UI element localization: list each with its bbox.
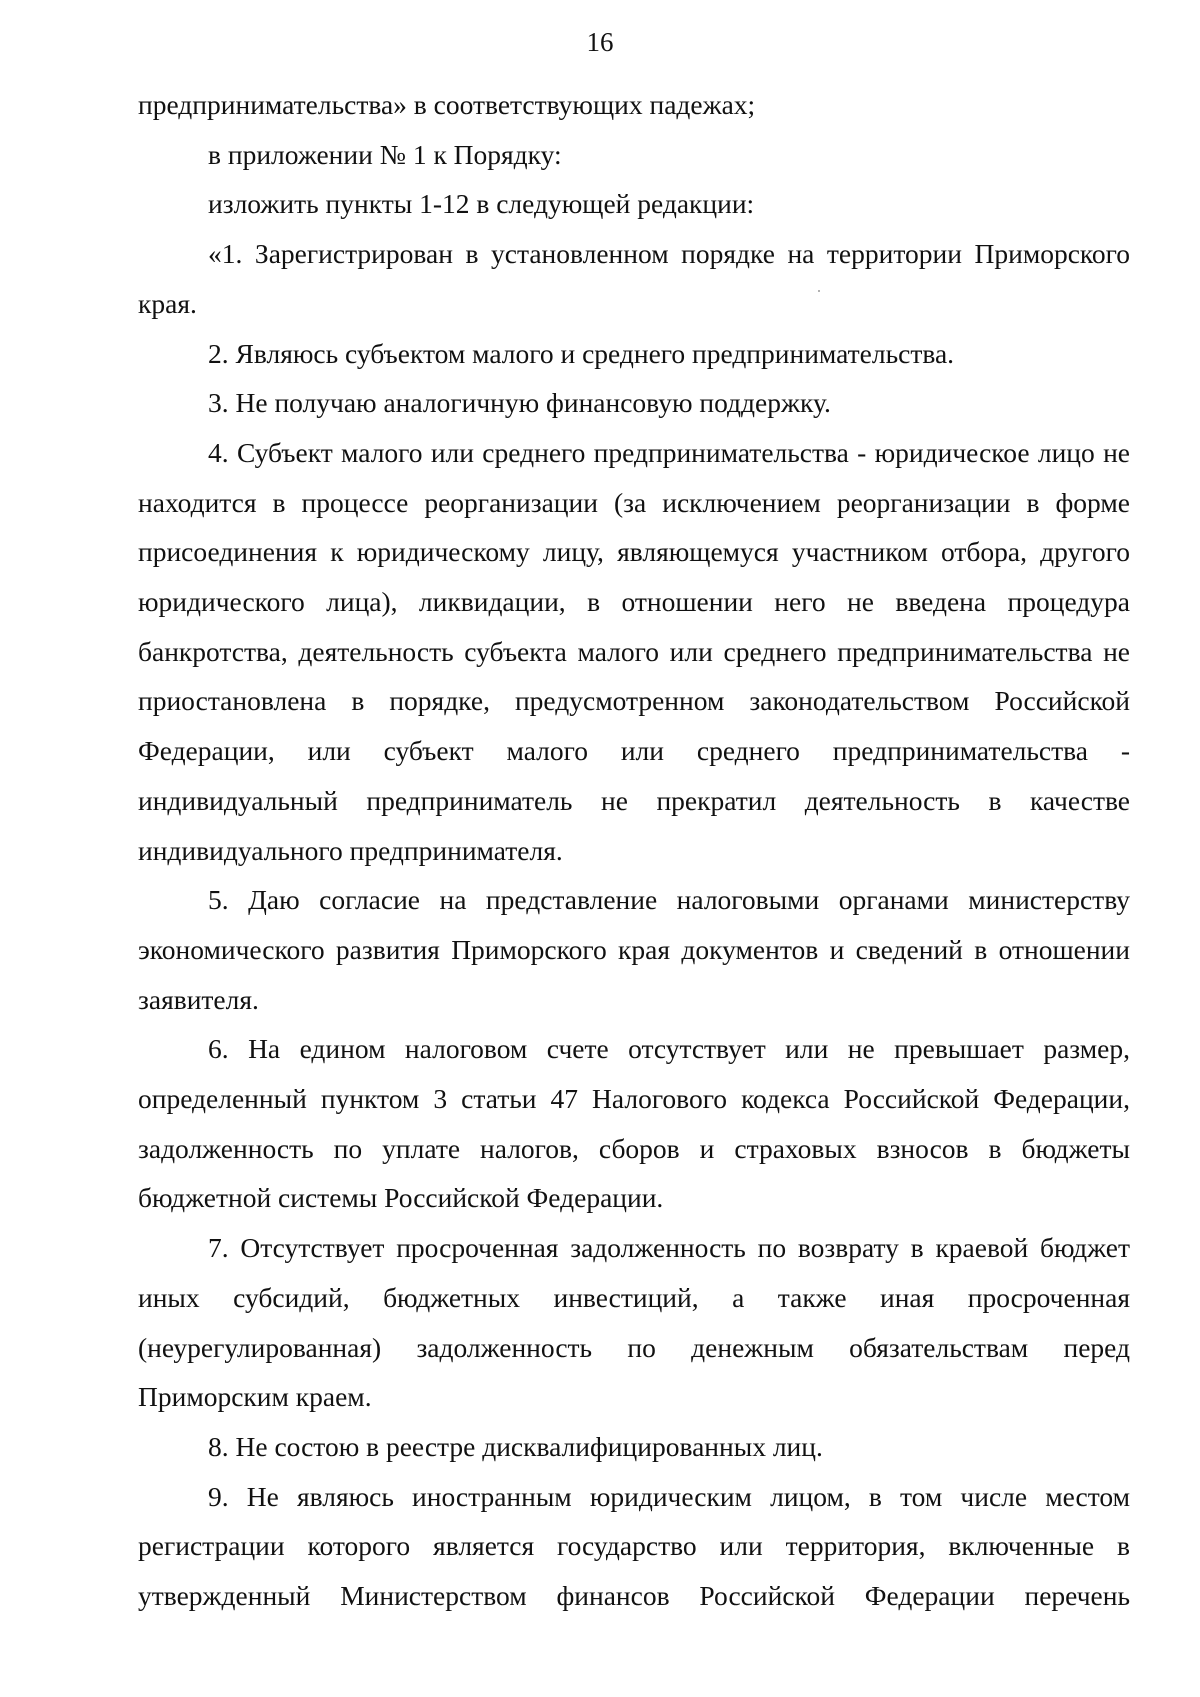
paragraph-item-8: 8. Не состою в реестре дисквалифицированных лиц.: [208, 1430, 823, 1462]
paragraph-item-4: 4. Субъект малого или среднего предпринимательства - юридическое лицо не находится в процессе реорганизации (за исключением реорганизации в форме присоединения к юридическому лицу, являющемуся участником отбора, другого юридического лица), ликвидации, в отношении него не введена процедура банкротства, деятельность субъекта малого или среднего предпринимательства не приостановлена в порядке, предусмотренном законодательством Российской Федерации, или субъект малого или среднего предпринимательства - индивидуальный предприниматель не прекратил деятельность в качестве индивидуального предпринимателя.: [138, 436, 1130, 866]
page-number: 16: [586, 27, 614, 57]
paragraph-item-1: «1. Зарегистрирован в установленном порядке на территории Приморского края.: [138, 238, 1130, 319]
paragraph-item-6: 6. На едином налоговом счете отсутствует или не превышает размер, определенный пунктом 3 статьи 47 Налогового кодекса Российской Федерации, задолженность по уплате налогов, сборов и страховых взносов в бюджеты бюджетной системы Российской Федерации.: [138, 1033, 1130, 1214]
paragraph-amendment-instruction: изложить пункты 1-12 в следующей редакции:: [208, 188, 755, 220]
paragraph-item-2: 2. Являюсь субъектом малого и среднего предпринимательства.: [208, 337, 955, 369]
paragraph-appendix-reference: в приложении № 1 к Порядку:: [208, 138, 562, 170]
paragraph-item-9: 9. Не являюсь иностранным юридическим лицом, в том числе местом регистрации которого является государство или территория, включенные в утвержденный Министерством финансов Российской Федерации перечень: [138, 1480, 1130, 1612]
document-body: [138, 80, 1130, 1621]
paragraph-item-3: 3. Не получаю аналогичную финансовую поддержку.: [208, 387, 831, 419]
paragraph-item-5: 5. Даю согласие на представление налоговыми органами министерству экономического развития Приморского края документов и сведений в отношении заявителя.: [138, 884, 1130, 1015]
paragraph-continuation: предпринимательства» в соответствующих падежах;: [138, 89, 756, 120]
scan-artifact-dot: [818, 290, 820, 292]
paragraph-item-7: 7. Отсутствует просроченная задолженность по возврату в краевой бюджет иных субсидий, бюджетных инвестиций, а также иная просроченная (неурегулированная) задолженность по денежным обязательствам перед Приморским краем.: [138, 1232, 1130, 1413]
